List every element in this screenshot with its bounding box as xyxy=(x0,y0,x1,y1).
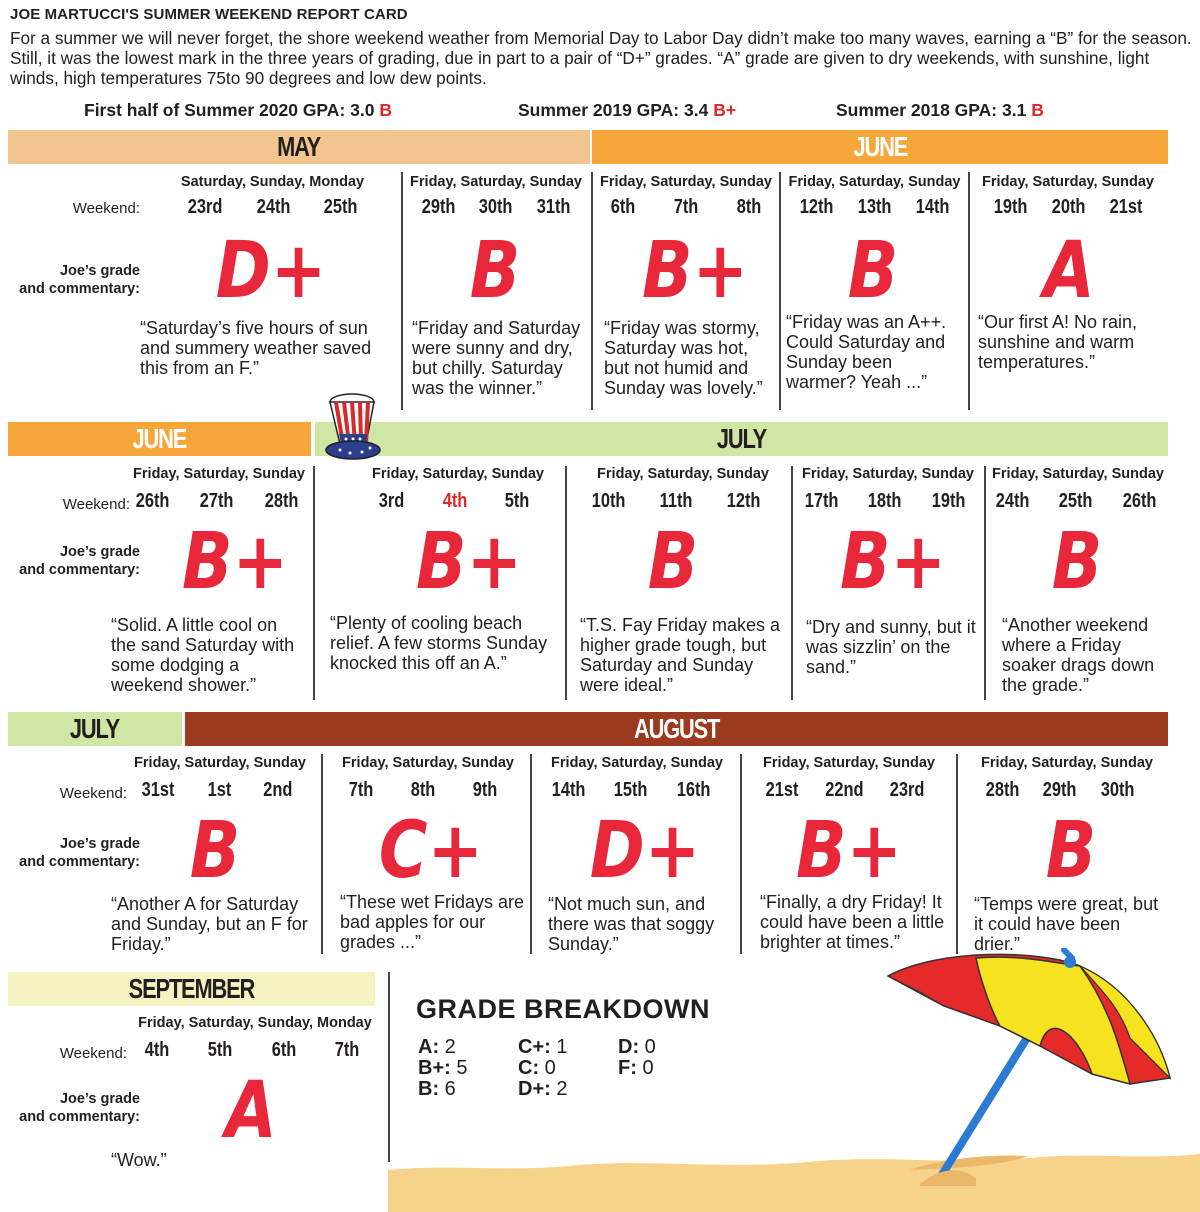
comment-sept-4: “Wow.” xyxy=(111,1150,167,1170)
weekend-june-6: Friday, Saturday, Sunday 6th 7th 8th xyxy=(600,174,772,218)
grade-july-3: B+ xyxy=(415,517,523,607)
weekend-aug-7: Friday, Saturday, Sunday 7th 8th 9th xyxy=(342,755,514,801)
comment-aug-28: “Temps were great, but it could have been drier.” xyxy=(974,894,1159,954)
comment-july-3: “Plenty of cooling beach relief. A few storms Sunday knocked this off an A.” xyxy=(330,613,548,673)
weekend-sept-4: Friday, Saturday, Sunday, Monday 4th 5th 6th 7th xyxy=(138,1015,372,1061)
page-title: JOE MARTUCCI'S SUMMER WEEKEND REPORT CARD xyxy=(10,6,408,23)
divider xyxy=(565,466,567,700)
comment-july-17: “Dry and sunny, but it was sizzlin’ on the sand.” xyxy=(806,617,976,677)
divider xyxy=(321,754,323,954)
comment-aug-14: “Not much sun, and there was that soggy Sunday.” xyxy=(548,894,715,954)
month-band-may: MAY xyxy=(8,130,590,164)
comment-june-12: “Friday was an A++. Could Saturday and Sunday been warmer? Yeah ...” xyxy=(786,312,947,392)
breakdown-f: F: 0 xyxy=(618,1057,654,1079)
comment-may-29: “Friday and Saturday were sunny and dry, but chilly. Saturday was the winner.” xyxy=(412,318,581,398)
gpa-2020: First half of Summer 2020 GPA: 3.0 B xyxy=(84,100,392,120)
divider xyxy=(956,754,958,954)
intro-text: For a summer we will never forget, the shore weekend weather from Memorial Day to Labor Day didn’t make too many waves, earning a “B” for the season. Still, it was the lowest mark in the three years of grading, due in part to a pair of “D+” grades. “A” grade are given to dry weekends, with sunshine, light winds, high temperatures 75to 90 degrees and low dew points. xyxy=(10,28,1192,88)
divider xyxy=(779,172,781,410)
weekend-july-31: Friday, Saturday, Sunday 31st 1st 2nd xyxy=(134,755,306,801)
month-band-august: AUGUST xyxy=(185,712,1168,746)
weekend-aug-14: Friday, Saturday, Sunday 14th 15th 16th xyxy=(551,755,723,801)
grade-aug-21: B+ xyxy=(795,806,903,896)
divider xyxy=(984,466,986,700)
weekend-aug-28: Friday, Saturday, Sunday 28th 29th 30th xyxy=(981,755,1153,801)
grade-label: Joe’s grade and commentary: xyxy=(19,263,140,297)
breakdown-col-2 xyxy=(518,1037,567,1100)
month-band-september: SEPTEMBER xyxy=(8,972,375,1006)
comment-july-24: “Another weekend where a Friday soaker drags down the grade.” xyxy=(1002,615,1155,695)
weekend-label: Weekend: xyxy=(72,200,140,217)
grade-june-26: B+ xyxy=(181,517,289,607)
grade-aug-7: C+ xyxy=(378,806,484,896)
grade-june-6: B+ xyxy=(641,226,749,316)
divider xyxy=(401,172,403,410)
weekend-aug-21: Friday, Saturday, Sunday 21st 22nd 23rd xyxy=(763,755,935,801)
breakdown-a: A: 2 xyxy=(418,1036,456,1058)
breakdown-dplus: D+: 2 xyxy=(518,1078,568,1100)
gpa-2019: Summer 2019 GPA: 3.4 B+ xyxy=(518,100,737,120)
comment-june-26: “Solid. A little cool on the sand Saturday with some dodging a weekend shower.” xyxy=(111,615,295,695)
divider xyxy=(530,754,532,954)
weekend-july-3: Friday, Saturday, Sunday 3rd 4th 5th xyxy=(372,466,544,512)
comment-may-23: “Saturday’s five hours of sun and summery weather saved this from an F.” xyxy=(140,318,372,378)
weekend-july-10: Friday, Saturday, Sunday 10th 11th 12th xyxy=(591,466,769,512)
weekend-may-23: Saturday, Sunday, Monday 23rd 24th 25th xyxy=(180,174,365,218)
grade-label: Joe’s grade and commentary: xyxy=(19,1091,140,1125)
comment-july-10: “T.S. Fay Friday makes a higher grade tough, but Saturday and Sunday were ideal.” xyxy=(580,615,781,695)
breakdown-bplus: B+: 5 xyxy=(418,1057,468,1079)
grade-june-19: A xyxy=(1043,226,1095,316)
comment-july-31: “Another A for Saturday and Sunday, but an F for Friday.” xyxy=(111,894,308,954)
comment-june-19: “Our first A! No rain, sunshine and warm temperatures.” xyxy=(978,312,1138,372)
grade-may-29: B xyxy=(469,226,521,316)
comment-aug-21: “Finally, a dry Friday! It could have been a little brighter at times.” xyxy=(760,892,945,952)
weekend-label: Weekend: xyxy=(59,1045,127,1062)
weekend-may-29: Friday, Saturday, Sunday 29th 30th 31th xyxy=(410,174,582,218)
weekend-label: Weekend: xyxy=(59,785,127,802)
breakdown-cplus: C+: 1 xyxy=(518,1036,568,1058)
comment-june-6: “Friday was stormy, Saturday was hot, but not humid and Sunday was lovely.” xyxy=(604,318,763,398)
grade-july-31: B xyxy=(189,806,241,896)
grade-aug-14: D+ xyxy=(589,806,701,896)
grade-label: Joe’s grade and commentary: xyxy=(19,836,140,870)
grade-aug-28: B xyxy=(1045,806,1097,896)
grade-july-24: B xyxy=(1051,517,1103,607)
weekend-label: Weekend: xyxy=(62,496,130,513)
divider xyxy=(791,466,793,700)
breakdown-col-1 xyxy=(418,1037,467,1100)
grade-sept-4: A xyxy=(225,1066,277,1156)
month-band-june: JUNE xyxy=(592,130,1168,164)
grade-july-17: B+ xyxy=(839,517,947,607)
breakdown-c: C: 0 xyxy=(518,1057,556,1079)
grade-july-10: B xyxy=(647,517,699,607)
grade-breakdown-title: GRADE BREAKDOWN xyxy=(416,994,710,1024)
divider xyxy=(388,972,390,1162)
weekend-june-19: Friday, Saturday, Sunday 19th 20th 21st xyxy=(982,174,1154,218)
weekend-june-12: Friday, Saturday, Sunday 12th 13th 14th xyxy=(788,174,961,218)
divider xyxy=(740,754,742,954)
uncle-sam-hat-icon xyxy=(322,390,382,466)
grade-june-12: B xyxy=(847,226,899,316)
weekend-july-17: Friday, Saturday, Sunday 17th 18th 19th xyxy=(802,466,974,512)
month-band-july: JULY xyxy=(315,422,1168,456)
grade-may-23: D+ xyxy=(215,226,327,316)
divider xyxy=(968,172,970,410)
divider xyxy=(313,466,315,700)
breakdown-col-3 xyxy=(618,1037,656,1079)
beach-umbrella-icon xyxy=(880,948,1180,1186)
gpa-2018: Summer 2018 GPA: 3.1 B xyxy=(836,100,1044,120)
comment-aug-7: “These wet Fridays are bad apples for our grades ...” xyxy=(340,892,525,952)
weekend-july-24: Friday, Saturday, Sunday 24th 25th 26th xyxy=(992,466,1164,512)
breakdown-b: B: 6 xyxy=(418,1078,456,1100)
grade-label: Joe’s grade and commentary: xyxy=(19,544,140,578)
weekend-june-26: Friday, Saturday, Sunday 26th 27th 28th xyxy=(133,466,305,512)
breakdown-d: D: 0 xyxy=(618,1036,656,1058)
month-band-july-2: JULY xyxy=(8,712,182,746)
month-band-june-2: JUNE xyxy=(8,422,311,456)
